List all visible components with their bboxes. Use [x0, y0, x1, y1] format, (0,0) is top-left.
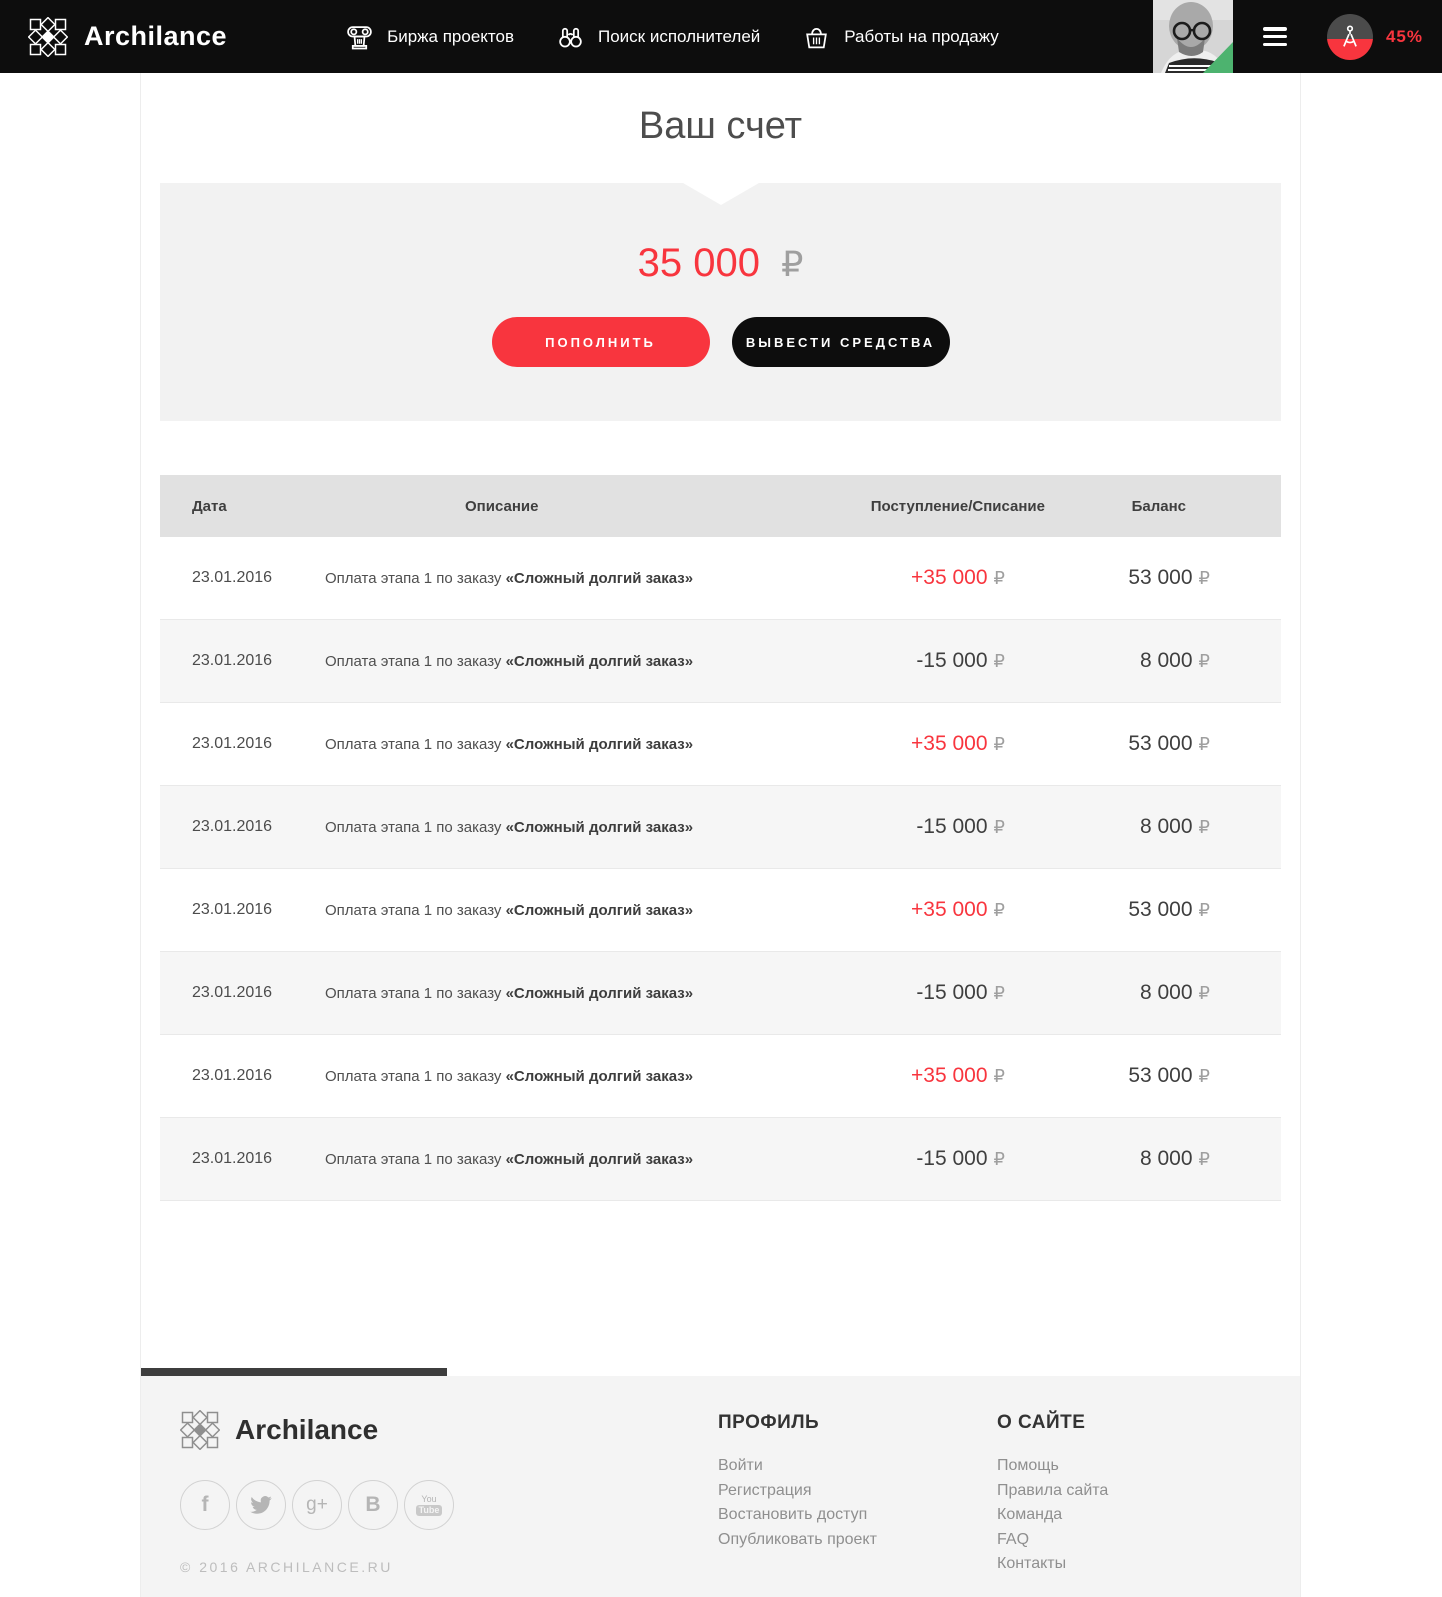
cell-date: 23.01.2016: [192, 652, 273, 669]
nav-label: Биржа проектов: [387, 26, 514, 46]
header-right: [1153, 0, 1442, 73]
footer-column-profile: [718, 1410, 997, 1597]
nav-label: Поиск исполнителей: [598, 26, 761, 46]
table-row: [160, 869, 1281, 952]
footer-link[interactable]: FAQ: [997, 1530, 1030, 1548]
social-row: [180, 1480, 718, 1530]
cell-description: Оплата этапа 1 по заказу «Сложный долгий заказ»: [325, 1150, 694, 1168]
binoculars-icon: [556, 22, 585, 51]
cell-balance: 8 000 ₽: [1139, 1147, 1210, 1170]
cell-description: Оплата этапа 1 по заказу «Сложный долгий заказ»: [325, 818, 694, 836]
vk-icon[interactable]: B: [348, 1480, 398, 1530]
table-row: [160, 703, 1281, 786]
table-row: [160, 537, 1281, 620]
table-row: [160, 620, 1281, 703]
panel-notch: [683, 183, 759, 205]
cell-balance: 53 000 ₽: [1128, 1064, 1210, 1087]
page-content-column: [140, 73, 1301, 1597]
table-row: [160, 1118, 1281, 1201]
archilance-logo-icon: [28, 17, 68, 57]
footer-brand-name: Archilance: [235, 1414, 379, 1445]
page-title: Ваш счет: [638, 105, 803, 147]
cell-date: 23.01.2016: [192, 901, 273, 918]
cell-balance: 8 000 ₽: [1139, 649, 1210, 672]
nav-item-works-for-sale[interactable]: [802, 22, 999, 51]
table-header-row: [160, 475, 1281, 537]
table-body: [160, 537, 1281, 1201]
footer-link[interactable]: Контакты: [997, 1555, 1067, 1572]
column-header-balance: Баланс: [1131, 497, 1186, 515]
footer-link[interactable]: Команда: [997, 1506, 1063, 1523]
cell-date: 23.01.2016: [192, 1150, 273, 1167]
cell-balance: 53 000 ₽: [1128, 566, 1210, 589]
cell-description: Оплата этапа 1 по заказу «Сложный долгий заказ»: [325, 652, 694, 670]
footer-link[interactable]: Опубликовать проект: [718, 1530, 877, 1548]
footer-left: [180, 1410, 718, 1597]
compass-icon: [1335, 22, 1365, 52]
nav-item-projects-exchange[interactable]: [345, 22, 514, 51]
column-header-description: Описание: [465, 497, 539, 515]
cell-amount: +35 000 ₽: [911, 898, 1005, 921]
profile-progress-badge[interactable]: [1327, 14, 1373, 60]
footer-column-title: О САЙТЕ: [997, 1412, 1086, 1433]
cell-date: 23.01.2016: [192, 818, 273, 835]
transactions-table: [160, 475, 1281, 1201]
cell-balance: 53 000 ₽: [1128, 898, 1210, 921]
topup-button[interactable]: ПОПОЛНИТЬ: [492, 317, 710, 367]
table-row: [160, 786, 1281, 869]
cell-amount: -15 000 ₽: [916, 1147, 1005, 1170]
balance-actions: [160, 317, 1281, 367]
facebook-icon[interactable]: f: [180, 1480, 230, 1530]
footer-link[interactable]: Помощь: [997, 1457, 1059, 1474]
cell-description: Оплата этапа 1 по заказу «Сложный долгий заказ»: [325, 1067, 694, 1085]
footer-links-about: [997, 1454, 1108, 1577]
ruble-sign: ₽: [781, 245, 804, 285]
cell-amount: +35 000 ₽: [911, 1064, 1005, 1087]
column-icon: [345, 22, 374, 51]
footer-links-profile: [718, 1454, 997, 1552]
cell-date: 23.01.2016: [192, 735, 273, 752]
footer-brand[interactable]: [180, 1410, 718, 1450]
cell-balance: 53 000 ₽: [1128, 732, 1210, 755]
cell-balance: 8 000 ₽: [1139, 981, 1210, 1004]
brand-name: Archilance: [84, 21, 228, 51]
twitter-icon[interactable]: [236, 1480, 286, 1530]
cell-amount: -15 000 ₽: [916, 649, 1005, 672]
cell-amount: -15 000 ₽: [916, 815, 1005, 838]
balance-panel: [160, 183, 1281, 421]
cell-amount: -15 000 ₽: [916, 981, 1005, 1004]
withdraw-button[interactable]: ВЫВЕСТИ СРЕДСТВА: [732, 317, 950, 367]
cell-amount: +35 000 ₽: [911, 566, 1005, 589]
column-header-date: Дата: [192, 497, 227, 515]
footer-column-about: [997, 1410, 1108, 1597]
cell-amount: +35 000 ₽: [911, 732, 1005, 755]
balance-amount: 35 000: [637, 241, 760, 285]
basket-icon: [802, 22, 831, 51]
cell-balance: 8 000 ₽: [1139, 815, 1210, 838]
footer-column-title: ПРОФИЛЬ: [718, 1412, 820, 1433]
nav-label: Работы на продажу: [844, 26, 999, 46]
cell-description: Оплата этапа 1 по заказу «Сложный долгий заказ»: [325, 569, 694, 587]
youtube-icon[interactable]: You Tube: [404, 1480, 454, 1530]
archilance-logo-icon: [180, 1410, 220, 1450]
cell-date: 23.01.2016: [192, 1067, 273, 1084]
footer-link[interactable]: Регистрация: [718, 1481, 812, 1499]
site-header: [0, 0, 1442, 73]
cell-date: 23.01.2016: [192, 569, 273, 586]
table-row: [160, 1035, 1281, 1118]
cell-description: Оплата этапа 1 по заказу «Сложный долгий заказ»: [325, 984, 694, 1002]
table-row: [160, 952, 1281, 1035]
site-footer: [141, 1376, 1300, 1597]
nav-item-find-freelancers[interactable]: [556, 22, 760, 51]
main-nav: [345, 22, 999, 51]
profile-progress-value: 45%: [1385, 26, 1423, 46]
user-avatar[interactable]: [1153, 0, 1233, 73]
cell-description: Оплата этапа 1 по заказу «Сложный долгий заказ»: [325, 901, 694, 919]
footer-link[interactable]: Войти: [718, 1457, 763, 1474]
google-plus-icon[interactable]: g+: [292, 1480, 342, 1530]
menu-hamburger-icon[interactable]: [1263, 27, 1287, 46]
cell-description: Оплата этапа 1 по заказу «Сложный долгий заказ»: [325, 735, 694, 753]
header-brand[interactable]: [28, 17, 227, 57]
column-header-amount: Поступление/Списание: [870, 497, 1045, 515]
footer-accent-bar: [141, 1368, 447, 1376]
footer-link[interactable]: Правила сайта: [997, 1481, 1109, 1499]
footer-link[interactable]: Востановить доступ: [718, 1506, 868, 1523]
cell-date: 23.01.2016: [192, 984, 273, 1001]
copyright-text: © 2016 ARCHILANCE.RU: [180, 1559, 393, 1575]
